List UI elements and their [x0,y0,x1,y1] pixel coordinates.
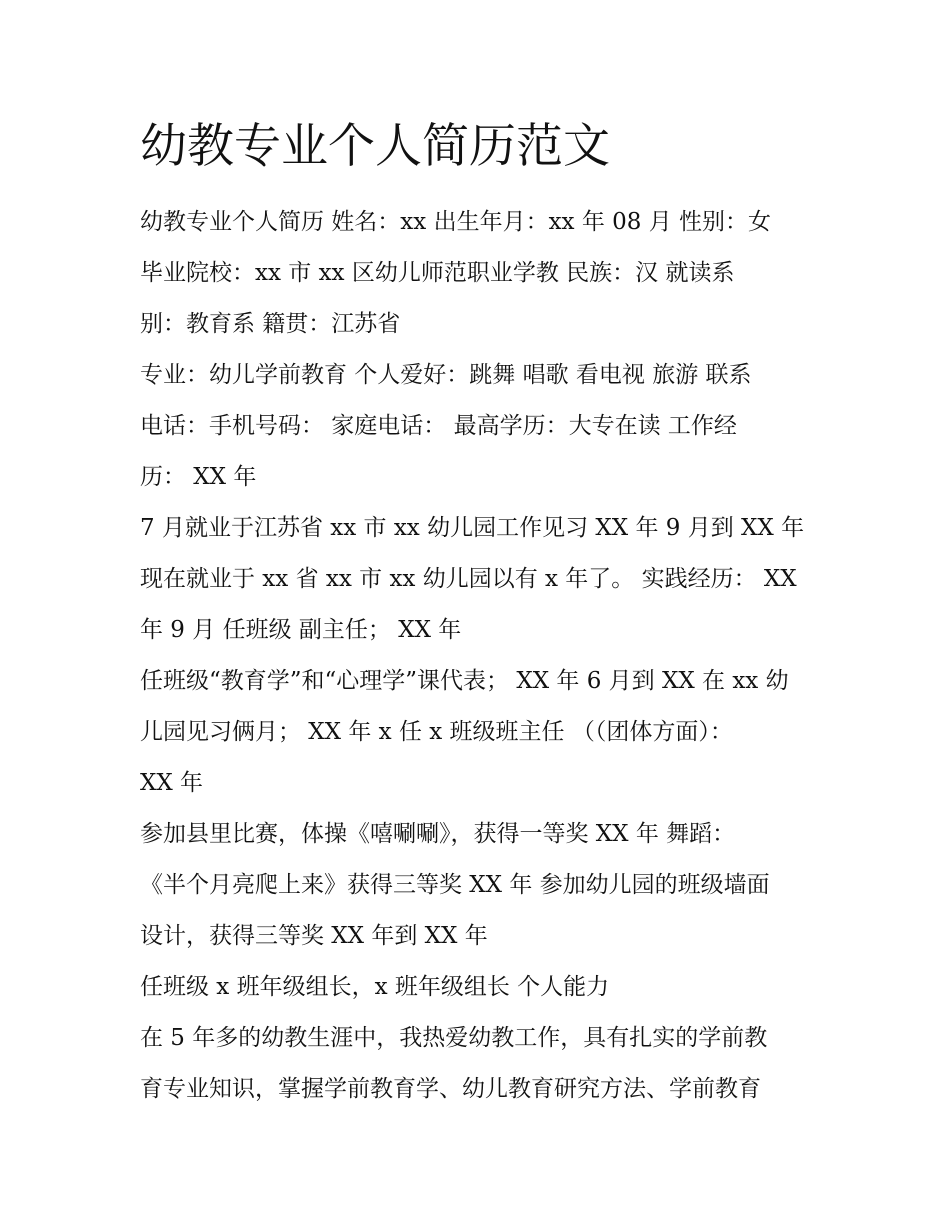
document-title: 幼教专业个人简历范文 [140,119,610,174]
body-line: 幼教专业个人简历 姓名：xx 出生年月：xx 年 08 月 性别：女 [140,209,772,235]
body-line: 在 5 年多的幼教生涯中，我热爱幼教工作，具有扎实的学前教 [140,1025,768,1051]
body-line: 《半个月亮爬上来》获得三等奖 XX 年 参加幼儿园的班级墙面 [140,872,770,898]
body-line: 别：教育系 籍贯：江苏省 [140,311,401,337]
body-line: 电话：手机号码： 家庭电话： 最高学历：大专在读 工作经 [140,413,737,439]
body-line: 历： XX 年 [140,464,257,490]
body-line: 任班级 x 班年级组长，x 班年级组长 个人能力 [140,974,610,1000]
body-line: 专业：幼儿学前教育 个人爱好：跳舞 唱歌 看电视 旅游 联系 [140,362,752,388]
body-line: 参加县里比赛，体操《嘻唰唰》，获得一等奖 XX 年 舞蹈： [140,821,736,847]
body-line: 任班级“教育学”和“心理学”课代表； XX 年 6 月到 XX 在 xx 幼 [140,668,789,694]
document-body [140,197,820,1115]
body-line: 7 月就业于江苏省 xx 市 xx 幼儿园工作见习 XX 年 9 月到 XX 年 [140,515,805,541]
body-line: XX 年 [140,770,204,796]
body-line: 育专业知识，掌握学前教育学、幼儿教育研究方法、学前教育 [140,1076,761,1102]
body-line: 毕业院校：xx 市 xx 区幼儿师范职业学教 民族：汉 就读系 [140,260,735,286]
body-line: 现在就业于 xx 省 xx 市 xx 幼儿园以有 x 年了。 实践经历： XX [140,566,797,592]
body-line: 儿园见习俩月； XX 年 x 任 x 班级班主任 （（团体方面）： [140,719,733,745]
body-line: 设计，获得三等奖 XX 年到 XX 年 [140,923,488,949]
body-line: 年 9 月 任班级 副主任； XX 年 [140,617,462,643]
